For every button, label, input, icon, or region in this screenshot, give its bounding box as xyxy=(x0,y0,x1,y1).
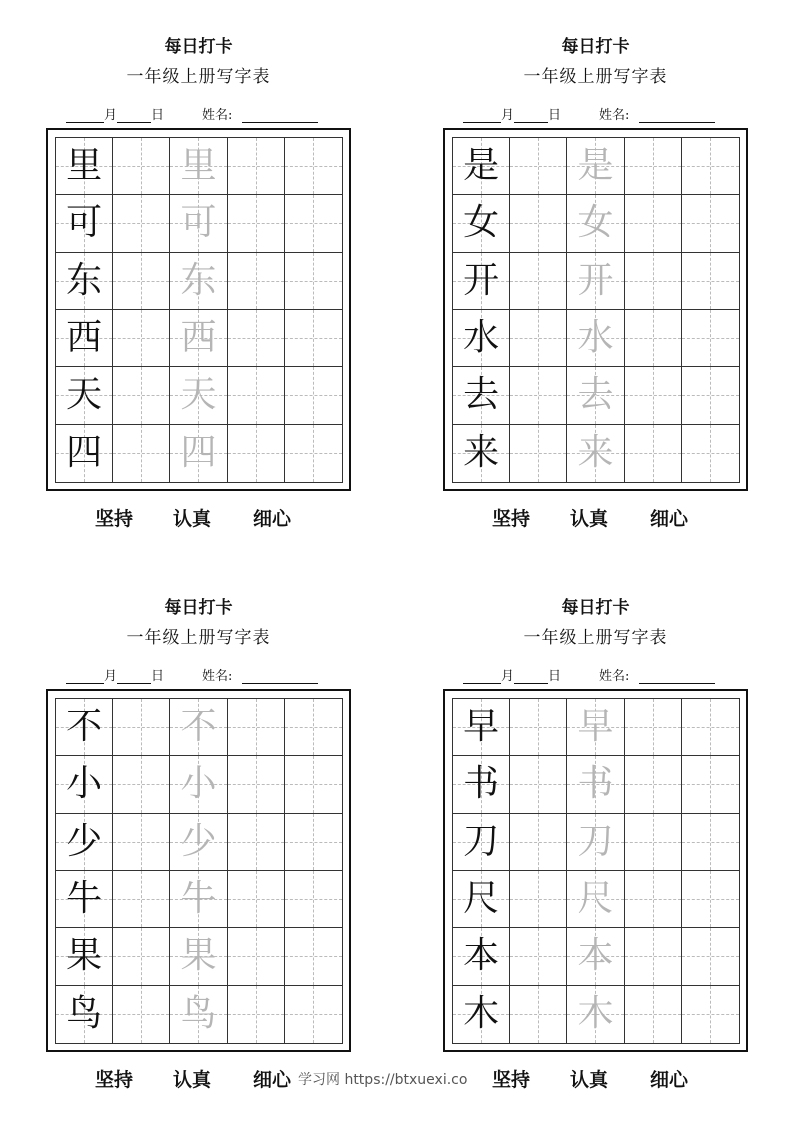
empty-practice-cell[interactable] xyxy=(682,195,739,252)
trace-character: 开 xyxy=(577,259,614,301)
trace-character-cell xyxy=(567,310,624,367)
model-character-cell xyxy=(453,814,510,871)
card-title: 每日打卡 xyxy=(164,598,233,618)
model-character: 里 xyxy=(66,145,103,187)
empty-practice-cell[interactable] xyxy=(113,814,170,871)
day-blank[interactable] xyxy=(117,671,151,684)
watermark: 学习网 https://btxuexi.co xyxy=(298,1072,468,1088)
empty-practice-cell[interactable] xyxy=(682,699,739,756)
empty-practice-cell[interactable] xyxy=(285,699,342,756)
date-name-line xyxy=(463,104,715,123)
trace-character: 少 xyxy=(180,820,217,862)
model-character: 东 xyxy=(66,259,103,301)
trace-character: 里 xyxy=(180,145,217,187)
trace-character-cell xyxy=(567,986,624,1043)
trace-character: 木 xyxy=(577,993,614,1035)
model-character: 尺 xyxy=(463,878,500,920)
empty-practice-cell[interactable] xyxy=(228,310,285,367)
card-subtitle: 一年级上册写字表 xyxy=(523,628,668,648)
month-blank[interactable] xyxy=(66,110,104,123)
model-character: 小 xyxy=(66,763,103,805)
trace-character: 尺 xyxy=(577,878,614,920)
model-character-cell xyxy=(56,756,113,813)
trace-character-cell xyxy=(567,138,624,195)
trace-character: 鸟 xyxy=(180,993,217,1035)
model-character: 开 xyxy=(463,259,500,301)
model-character-cell xyxy=(453,310,510,367)
model-character-cell xyxy=(56,310,113,367)
empty-practice-cell[interactable] xyxy=(510,986,567,1043)
model-character: 鸟 xyxy=(66,993,103,1035)
empty-practice-cell[interactable] xyxy=(228,986,285,1043)
empty-practice-cell[interactable] xyxy=(113,699,170,756)
trace-character-cell xyxy=(170,699,227,756)
empty-practice-cell[interactable] xyxy=(113,986,170,1043)
day-blank[interactable] xyxy=(514,671,548,684)
model-character: 木 xyxy=(463,993,500,1035)
card-title: 每日打卡 xyxy=(164,37,233,57)
empty-practice-cell[interactable] xyxy=(285,928,342,985)
motto-word: 认真 xyxy=(173,508,212,530)
empty-practice-cell[interactable] xyxy=(113,310,170,367)
empty-practice-cell[interactable] xyxy=(228,195,285,252)
empty-practice-cell[interactable] xyxy=(510,928,567,985)
empty-practice-cell[interactable] xyxy=(682,928,739,985)
trace-character-cell xyxy=(567,367,624,424)
trace-character: 去 xyxy=(577,374,614,416)
date-name-line xyxy=(66,665,318,684)
empty-practice-cell[interactable] xyxy=(625,425,682,482)
empty-practice-cell[interactable] xyxy=(510,425,567,482)
model-character: 女 xyxy=(463,202,500,244)
empty-practice-cell[interactable] xyxy=(113,871,170,928)
trace-character-cell xyxy=(170,928,227,985)
empty-practice-cell[interactable] xyxy=(113,425,170,482)
month-label: 月 xyxy=(104,669,118,684)
practice-card xyxy=(46,591,351,1091)
trace-character-cell xyxy=(567,871,624,928)
practice-card xyxy=(46,30,351,530)
empty-practice-cell[interactable] xyxy=(625,195,682,252)
trace-character-cell xyxy=(170,425,227,482)
model-character-cell xyxy=(56,871,113,928)
motto-word: 细心 xyxy=(650,1069,689,1091)
empty-practice-cell[interactable] xyxy=(682,425,739,482)
trace-character-cell xyxy=(170,253,227,310)
month-label: 月 xyxy=(104,108,118,123)
trace-character-cell xyxy=(567,814,624,871)
model-character-cell xyxy=(453,928,510,985)
trace-character: 来 xyxy=(577,432,614,474)
empty-practice-cell[interactable] xyxy=(625,814,682,871)
name-blank[interactable] xyxy=(639,671,715,684)
empty-practice-cell[interactable] xyxy=(510,367,567,424)
card-title: 每日打卡 xyxy=(561,37,630,57)
writing-grid-frame xyxy=(46,128,351,491)
model-character: 本 xyxy=(463,935,500,977)
model-character: 少 xyxy=(66,820,103,862)
trace-character-cell xyxy=(170,195,227,252)
motto-word: 细心 xyxy=(253,508,292,530)
model-character-cell xyxy=(453,756,510,813)
empty-practice-cell[interactable] xyxy=(625,699,682,756)
model-character-cell xyxy=(56,928,113,985)
empty-practice-cell[interactable] xyxy=(113,367,170,424)
model-character-cell xyxy=(56,814,113,871)
trace-character-cell xyxy=(170,986,227,1043)
trace-character: 四 xyxy=(180,432,217,474)
motto-word: 细心 xyxy=(253,1069,292,1091)
model-character-cell xyxy=(56,253,113,310)
trace-character-cell xyxy=(567,253,624,310)
model-character-cell xyxy=(56,699,113,756)
empty-practice-cell[interactable] xyxy=(228,138,285,195)
empty-practice-cell[interactable] xyxy=(113,138,170,195)
model-character-cell xyxy=(56,195,113,252)
empty-practice-cell[interactable] xyxy=(285,814,342,871)
empty-practice-cell[interactable] xyxy=(625,367,682,424)
trace-character: 本 xyxy=(577,935,614,977)
trace-character: 是 xyxy=(577,145,614,187)
writing-grid-frame xyxy=(443,128,748,491)
trace-character-cell xyxy=(170,756,227,813)
empty-practice-cell[interactable] xyxy=(228,871,285,928)
day-label: 日 xyxy=(548,669,562,684)
trace-character: 天 xyxy=(180,374,217,416)
card-subtitle: 一年级上册写字表 xyxy=(126,628,271,648)
practice-card xyxy=(443,591,748,1091)
motto-word: 认真 xyxy=(570,508,609,530)
trace-character-cell xyxy=(567,195,624,252)
model-character-cell xyxy=(56,425,113,482)
empty-practice-cell[interactable] xyxy=(625,253,682,310)
empty-practice-cell[interactable] xyxy=(113,195,170,252)
empty-practice-cell[interactable] xyxy=(682,253,739,310)
model-character: 西 xyxy=(66,317,103,359)
name-blank[interactable] xyxy=(242,110,318,123)
trace-character: 东 xyxy=(180,259,217,301)
empty-practice-cell[interactable] xyxy=(285,138,342,195)
empty-practice-cell[interactable] xyxy=(625,310,682,367)
model-character: 牛 xyxy=(66,878,103,920)
empty-practice-cell[interactable] xyxy=(113,928,170,985)
model-character: 早 xyxy=(463,706,500,748)
month-blank[interactable] xyxy=(66,671,104,684)
empty-practice-cell[interactable] xyxy=(510,310,567,367)
card-subtitle: 一年级上册写字表 xyxy=(126,67,271,87)
day-label: 日 xyxy=(151,108,165,123)
month-blank[interactable] xyxy=(463,110,501,123)
motto-word: 坚持 xyxy=(95,1069,134,1091)
empty-practice-cell[interactable] xyxy=(228,367,285,424)
motto-word: 坚持 xyxy=(95,508,134,530)
empty-practice-cell[interactable] xyxy=(285,756,342,813)
writing-grid xyxy=(55,698,343,1044)
model-character: 不 xyxy=(66,706,103,748)
model-character-cell xyxy=(453,986,510,1043)
trace-character-cell xyxy=(170,814,227,871)
empty-practice-cell[interactable] xyxy=(285,986,342,1043)
date-name-line xyxy=(463,665,715,684)
empty-practice-cell[interactable] xyxy=(510,138,567,195)
trace-character: 早 xyxy=(577,706,614,748)
month-label: 月 xyxy=(501,108,515,123)
trace-character: 西 xyxy=(180,317,217,359)
model-character: 刀 xyxy=(463,820,500,862)
trace-character-cell xyxy=(170,367,227,424)
motto-word: 坚持 xyxy=(492,508,531,530)
trace-character: 女 xyxy=(577,202,614,244)
name-blank[interactable] xyxy=(639,110,715,123)
trace-character-cell xyxy=(170,871,227,928)
trace-character-cell xyxy=(567,425,624,482)
model-character-cell xyxy=(56,367,113,424)
trace-character: 小 xyxy=(180,763,217,805)
empty-practice-cell[interactable] xyxy=(285,871,342,928)
empty-practice-cell[interactable] xyxy=(228,756,285,813)
model-character: 可 xyxy=(66,202,103,244)
empty-practice-cell[interactable] xyxy=(113,253,170,310)
motto-word: 细心 xyxy=(650,508,689,530)
trace-character: 刀 xyxy=(577,820,614,862)
model-character-cell xyxy=(453,195,510,252)
motto-word: 认真 xyxy=(570,1069,609,1091)
month-blank[interactable] xyxy=(463,671,501,684)
day-label: 日 xyxy=(151,669,165,684)
empty-practice-cell[interactable] xyxy=(625,986,682,1043)
empty-practice-cell[interactable] xyxy=(228,425,285,482)
trace-character: 果 xyxy=(180,935,217,977)
day-label: 日 xyxy=(548,108,562,123)
empty-practice-cell[interactable] xyxy=(510,699,567,756)
trace-character-cell xyxy=(567,928,624,985)
empty-practice-cell[interactable] xyxy=(625,756,682,813)
empty-practice-cell[interactable] xyxy=(682,871,739,928)
empty-practice-cell[interactable] xyxy=(682,814,739,871)
date-name-line xyxy=(66,104,318,123)
empty-practice-cell[interactable] xyxy=(682,138,739,195)
writing-grid-frame xyxy=(46,689,351,1052)
day-blank[interactable] xyxy=(514,110,548,123)
trace-character-cell xyxy=(567,756,624,813)
trace-character-cell xyxy=(170,310,227,367)
name-label: 姓名: xyxy=(202,108,233,123)
model-character-cell xyxy=(453,699,510,756)
model-character: 天 xyxy=(66,374,103,416)
model-character-cell xyxy=(453,253,510,310)
writing-grid xyxy=(452,698,740,1044)
practice-card xyxy=(443,30,748,530)
model-character-cell xyxy=(453,871,510,928)
name-label: 姓名: xyxy=(202,669,233,684)
empty-practice-cell[interactable] xyxy=(682,310,739,367)
empty-practice-cell[interactable] xyxy=(625,871,682,928)
empty-practice-cell[interactable] xyxy=(682,367,739,424)
empty-practice-cell[interactable] xyxy=(285,195,342,252)
day-blank[interactable] xyxy=(117,110,151,123)
motto-word: 坚持 xyxy=(492,1069,531,1091)
trace-character: 不 xyxy=(180,706,217,748)
empty-practice-cell[interactable] xyxy=(510,814,567,871)
card-title: 每日打卡 xyxy=(561,598,630,618)
name-label: 姓名: xyxy=(599,669,630,684)
empty-practice-cell[interactable] xyxy=(682,756,739,813)
trace-character: 牛 xyxy=(180,878,217,920)
model-character: 四 xyxy=(66,432,103,474)
model-character-cell xyxy=(453,138,510,195)
empty-practice-cell[interactable] xyxy=(285,367,342,424)
empty-practice-cell[interactable] xyxy=(228,928,285,985)
model-character: 来 xyxy=(463,432,500,474)
trace-character-cell xyxy=(567,699,624,756)
empty-practice-cell[interactable] xyxy=(510,195,567,252)
empty-practice-cell[interactable] xyxy=(285,310,342,367)
empty-practice-cell[interactable] xyxy=(510,871,567,928)
model-character-cell xyxy=(453,367,510,424)
empty-practice-cell[interactable] xyxy=(682,986,739,1043)
empty-practice-cell[interactable] xyxy=(510,253,567,310)
empty-practice-cell[interactable] xyxy=(228,253,285,310)
writing-grid-frame xyxy=(443,689,748,1052)
empty-practice-cell[interactable] xyxy=(113,756,170,813)
model-character-cell xyxy=(453,425,510,482)
trace-character: 水 xyxy=(577,317,614,359)
month-label: 月 xyxy=(501,669,515,684)
trace-character-cell xyxy=(170,138,227,195)
model-character: 果 xyxy=(66,935,103,977)
empty-practice-cell[interactable] xyxy=(285,425,342,482)
card-subtitle: 一年级上册写字表 xyxy=(523,67,668,87)
model-character: 去 xyxy=(463,374,500,416)
empty-practice-cell[interactable] xyxy=(510,756,567,813)
motto-word: 认真 xyxy=(173,1069,212,1091)
empty-practice-cell[interactable] xyxy=(285,253,342,310)
name-blank[interactable] xyxy=(242,671,318,684)
empty-practice-cell[interactable] xyxy=(228,814,285,871)
trace-character: 可 xyxy=(180,202,217,244)
model-character-cell xyxy=(56,986,113,1043)
empty-practice-cell[interactable] xyxy=(625,138,682,195)
writing-grid xyxy=(55,137,343,483)
model-character: 是 xyxy=(463,145,500,187)
trace-character: 书 xyxy=(577,763,614,805)
model-character: 水 xyxy=(463,317,500,359)
empty-practice-cell[interactable] xyxy=(625,928,682,985)
model-character-cell xyxy=(56,138,113,195)
name-label: 姓名: xyxy=(599,108,630,123)
empty-practice-cell[interactable] xyxy=(228,699,285,756)
writing-grid xyxy=(452,137,740,483)
model-character: 书 xyxy=(463,763,500,805)
